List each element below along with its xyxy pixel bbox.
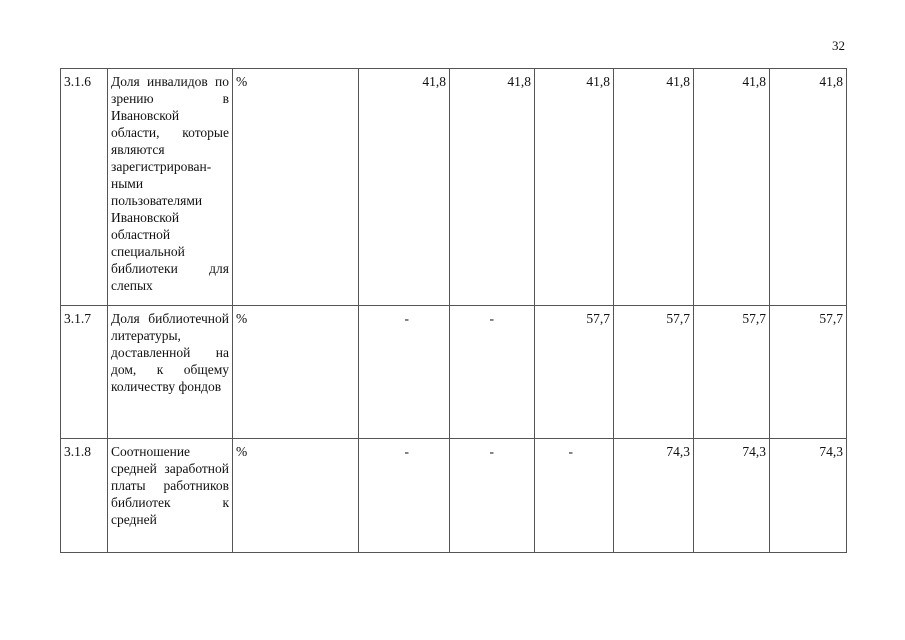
row-number: 3.1.8 — [61, 439, 108, 553]
table-row — [61, 306, 847, 439]
value-cell: 41,8 — [535, 69, 614, 306]
value-cell: 41,8 — [694, 69, 770, 306]
value-cell: 57,7 — [535, 306, 614, 439]
indicator-name: Доля инвалидов по зрению в Ивановской области, которые являются зарегистрирован-ными пользователями Ивановской областной специальной библиотеки для слепых — [108, 69, 233, 306]
indicator-name: Доля библиотечной литературы, доставленной на дом, к общему количеству фондов — [108, 306, 233, 439]
value-cell: - — [359, 439, 450, 553]
row-number: 3.1.6 — [61, 69, 108, 306]
indicator-name: Соотношение средней заработной платы работников библиотек к средней — [108, 439, 233, 553]
value-cell: - — [359, 306, 450, 439]
value-cell: 57,7 — [770, 306, 847, 439]
value-cell: 74,3 — [770, 439, 847, 553]
row-number: 3.1.7 — [61, 306, 108, 439]
value-cell: - — [535, 439, 614, 553]
indicator-table — [60, 68, 847, 553]
unit-cell: % — [233, 439, 359, 553]
value-cell: 41,8 — [359, 69, 450, 306]
value-cell: - — [450, 306, 535, 439]
unit-cell: % — [233, 69, 359, 306]
table-row — [61, 439, 847, 553]
value-cell: 74,3 — [694, 439, 770, 553]
value-cell: 74,3 — [614, 439, 694, 553]
value-cell: - — [450, 439, 535, 553]
value-cell: 57,7 — [614, 306, 694, 439]
value-cell: 57,7 — [694, 306, 770, 439]
page-number: 32 — [832, 38, 845, 53]
value-cell: 41,8 — [770, 69, 847, 306]
value-cell: 41,8 — [614, 69, 694, 306]
table-row — [61, 69, 847, 306]
unit-cell: % — [233, 306, 359, 439]
value-cell: 41,8 — [450, 69, 535, 306]
